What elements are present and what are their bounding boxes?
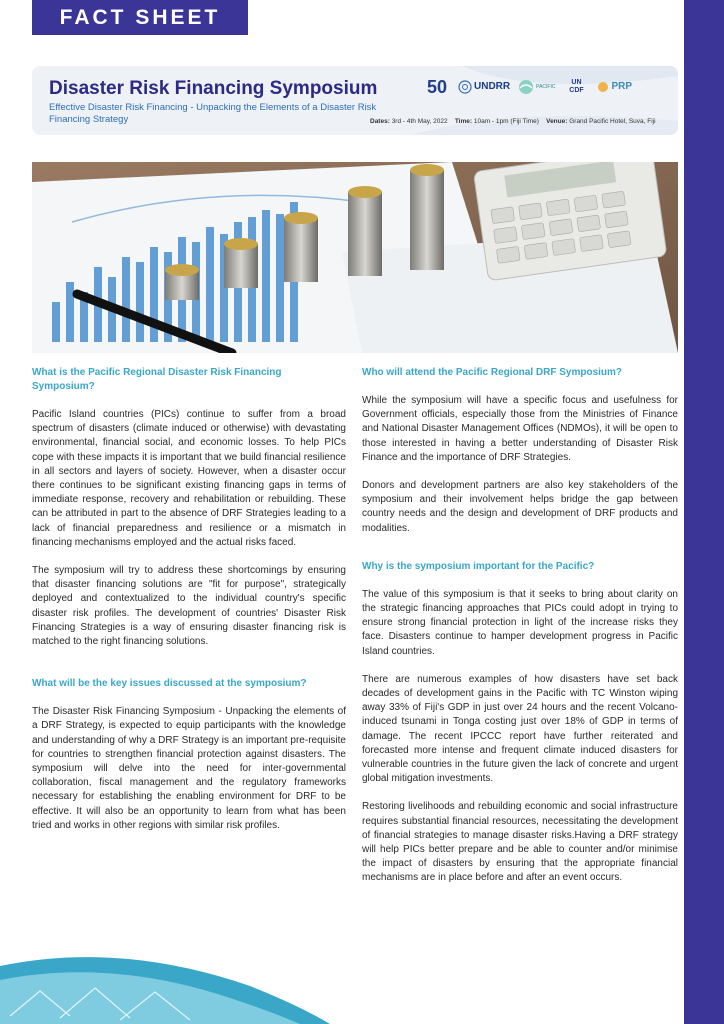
paragraph-value: The value of this symposium is that it seeks to bring about clarity on the strategic financing approaches that PICs could adopt in trying to ensure strong financial protection in light of the increase risks they face. Disasters continue to hamper development progress in Pacific Island countries. (362, 588, 678, 657)
heading-key-issues: What will be the key issues discussed at the symposium? (32, 678, 307, 690)
paragraph-pics-losses: Pacific Island countries (PICs) continue to suffer from a broad spectrum of disasters (climate induced or otherwise) with devastating environmental, financial social, and economic losses. To help PICs cope with these impacts it is important that we build financial resilience in all sectors and layers of society. However, when a disaster occur there continues to be significant existing financing gaps in terms of immediate response, recovery and rehabilitation or rebuilding. These can be attributed in part to the absence of DRF Strategies leading to a lack of financial preparedness and resilience or a mismatch in financing mechanisms employed and the actual risks faced. (32, 409, 346, 548)
right-column (362, 366, 678, 886)
partner-logos (424, 78, 632, 96)
paragraph-symposium-address: The symposium will try to address these shortcomings by ensuring that disaster financing solutions are "fit for purpose", strategically deployed and contextualized to the individual country's specific disaster risk profiles. The development of countries' Disaster Risk Financing Strategies is a way of ensuring disaster financing risk is matched to the right financing solutions. (32, 565, 346, 648)
logo-undrr: UNDRR (458, 80, 510, 94)
footer-wave-decoration (0, 946, 330, 1024)
event-details: Dates: 3rd - 4th May, 2022 Time: 10am - 1pm (Fiji Time) Venue: Grand Pacific Hotel, Suva, Fiji (370, 118, 656, 125)
event-dates: 3rd - 4th May, 2022 (391, 118, 448, 125)
logo-uncdf: UN CDF (569, 79, 584, 94)
paragraph-key-issues: The Disaster Risk Financing Symposium - Unpacking the elements of a DRF Strategy, is expected to equip participants with the knowledge and understanding of why a DRF Strategy is an important pre-requisite for countries to strengthen financial protection against disasters. The symposium will delve into the need for inter-governmental collaboration, fiscal management and the regulatory frameworks necessary for establishing the enabling environment for DRF to be effective. It will also be an opportunity to learn from what has been tried and works in other regions with similar risk profiles. (32, 706, 346, 831)
logo-pacific: PACIFIC (518, 79, 555, 95)
logo-50: 50 (426, 77, 448, 97)
right-side-bar (684, 0, 724, 1024)
logo-prp: PRP (597, 81, 632, 93)
heading-why-important: Why is the symposium important for the Pacific? (362, 560, 595, 572)
event-venue: Grand Pacific Hotel, Suva, Fiji (569, 118, 656, 125)
heading-who-attend: Who will attend the Pacific Regional DRF Symposium? (362, 367, 623, 378)
banner-title: Disaster Risk Financing Symposium (49, 78, 378, 99)
banner-subtitle: Effective Disaster Risk Financing - Unpacking the Elements of a Disaster Risk Financing Strategy (49, 102, 377, 125)
heading-what-is: What is the Pacific Regional Disaster Risk Financing Symposium? (32, 367, 282, 392)
finance-photo (32, 162, 678, 353)
paragraph-attendees: While the symposium will have a specific focus and usefulness for Government officials, especially those from the Ministries of Finance and National Disaster Management Offices (NDMOs), it will be open to those interested in having a better understanding of Disaster Risk Finance and the importance of DRF Strategies. (362, 395, 678, 463)
symposium-banner (32, 66, 678, 135)
paragraph-donors: Donors and development partners are also key stakeholders of the symposium and their involvement helps bridge the gap between country needs and the design and development of DRF products and modalities. (362, 480, 678, 534)
fact-sheet-label: FACT SHEET (32, 0, 248, 35)
paragraph-restoring: Restoring livelihoods and rebuilding economic and social infrastructure requires substantial financial resources, necessitating the development of financial strategies to manage disaster risks.Having a DRF strategy will help PICs better prepare and be able to counter and/or minimise the impact of disasters by ensuring that the appropriate financial mechanisms are in place before and after an event occurs. (362, 801, 678, 884)
paragraph-examples: There are numerous examples of how disasters have set back decades of development gains in the Pacific with TC Winston wiping away 33% of Fiji's GDP in just over 24 hours and the recent Volcano-induced tsunami in Tonga costing just over 18% of GDP in terms of damage. The recent IPCCC report have further reiterated and forecasted more intense and frequent climate induced disasters for vulnerable countries in the future given the lack of concrete and urgent global mitigation investments. (362, 673, 678, 785)
left-column (32, 366, 346, 833)
event-time: 10am - 1pm (Fiji Time) (473, 118, 539, 125)
